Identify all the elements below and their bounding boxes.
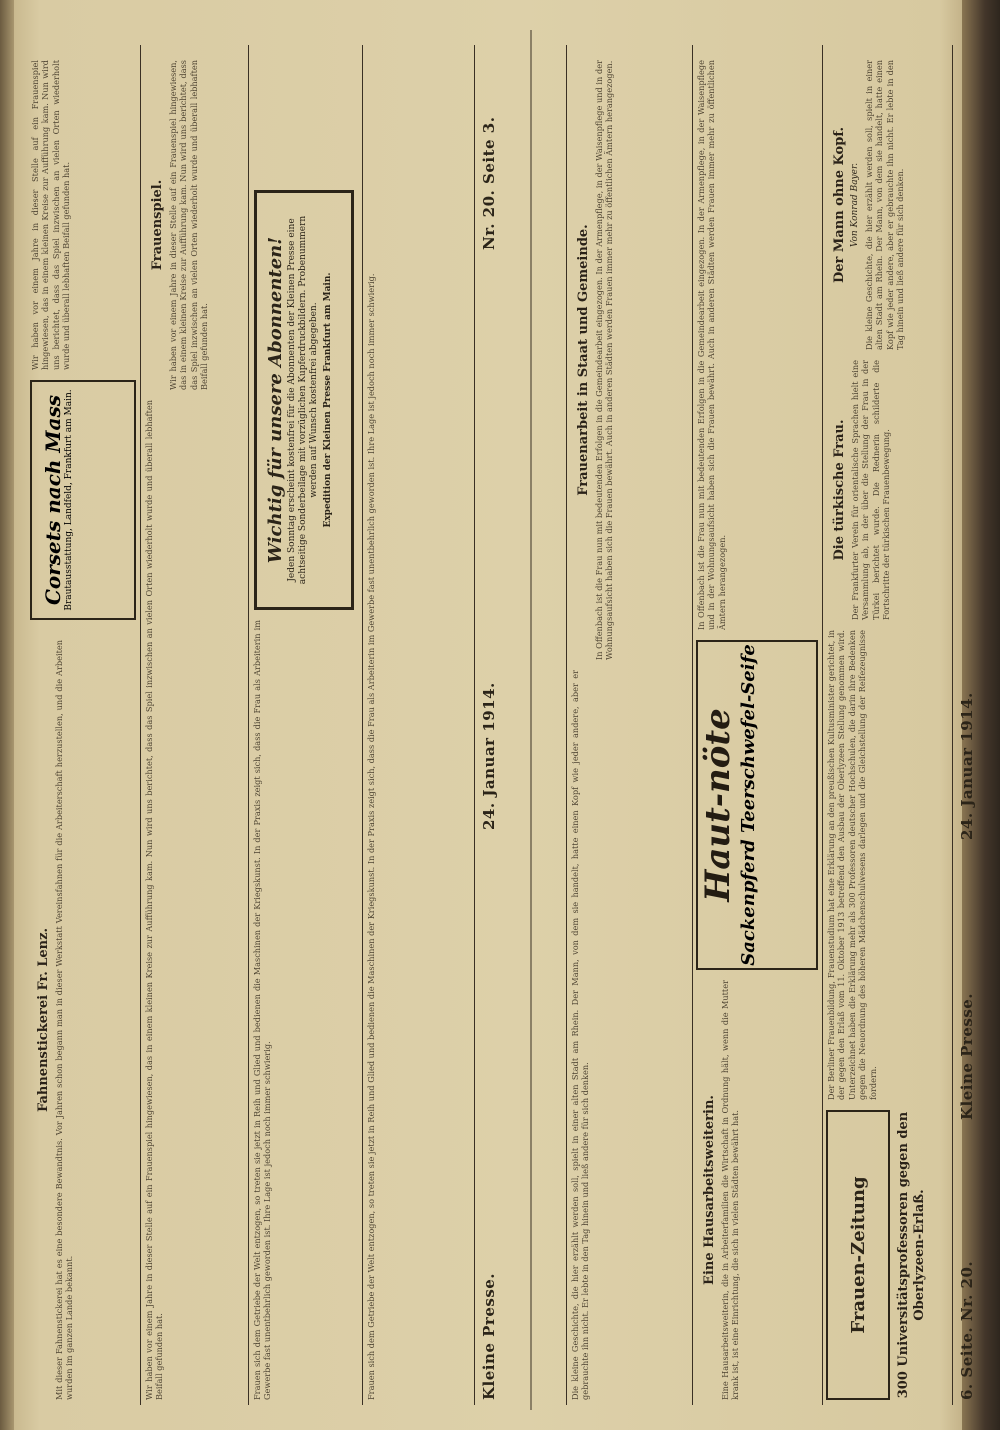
left-page-header-center: Kleine Presse. (958, 992, 976, 1120)
right-column-1-text: Frauen sich dem Getriebe der Welt entzogen, so treten sie jetzt in Reih und Glied und bedienen die Maschinen der Kriegskunst. In der Praxis zeigt sich, dass die Frau als Arbeiterin im Gewerbe fast unentbehrlich geworden ist. Ihre Lage ist jedoch noch immer schwierig. (366, 273, 376, 1400)
article-title-mann-ohne-kopf: Der Mann ohne Kopf. (832, 127, 847, 283)
abonnenten-notice-title: Wichtig für unsere Abonnenten! (265, 236, 286, 564)
article-title-tuerkische-frau: Die türkische Frau. (832, 419, 847, 561)
article-body-mann-ohne-kopf: Die kleine Geschichte, die hier erzählt werden soll, spielt in einer alten Stadt am Rhein. Der Mann, von dem sie handelt, hatte einen Kopf wie jeder andere, aber er gebrauchte ihn nicht. Er lebte in den Tag hinein und ließ andere für sich denken. (864, 60, 906, 350)
article-body-hausarbeit: Eine Hausarbeitsweiterin, die in Arbeiterfamilien die Wirtschaft in Ordnung hält, wenn die Mutter krank ist, ist eine Einrichtung, die sich in vielen Städten bewährt hat. (720, 980, 741, 1400)
right-col-sep-2 (248, 45, 249, 1405)
right-column-4-text: Wir haben vor einem Jahre in dieser Stelle auf ein Frauenspiel hingewiesen, das in einem kleinen Kreise zur Aufführung kam. Nun wird uns berichtet, dass das Spiel inzwischen an vielen Orten wiederholt wurde und überall lebhaften Beifall gefunden hat. (30, 60, 72, 370)
article-title-fahnenstickerei: Fahnenstickerei Fr. Lenz. (36, 927, 51, 1113)
right-column-1 (366, 60, 470, 1400)
left-column-3-text: Die kleine Geschichte, die hier erzählt werden soll, spielt in einer alten Stadt am Rhein. Der Mann, von dem sie handelt, hatte einen Kopf wie jeder andere, aber er gebrauchte ihn nicht. Er lebte in den Tag hinein und ließ andere für sich denken. (570, 670, 591, 1400)
haut-noete-ad-subtitle: Sackenpferd Teerschwefel-Seife (738, 644, 759, 966)
page-gutter (530, 30, 532, 1410)
article-title-professoren: 300 Universitätsprofessoren gegen den Oberlyzeen-Erlaß. (896, 1111, 927, 1399)
right-page-header-center: 24. Januar 1914. (480, 682, 498, 830)
right-header-rule (474, 45, 475, 1405)
right-column-3 (144, 60, 244, 1400)
right-col-sep-1 (362, 45, 363, 1405)
haut-noete-ad-title: Haut-nöte (698, 708, 738, 902)
left-column-3 (570, 60, 688, 1400)
left-column-1 (826, 60, 948, 1400)
article-body-professoren: Der Berliner Frauenbildung, Frauenstudium hat eine Erklärung an den preußischen Kultusminister gerichtet, in der gegen den Erlaß vom 11. Oktober 1913 betreffend den Ausbau der Oberlyzeen Stellung genommen wird. Unterzeichnet haben die Erklärung mehr als 300 Professoren deutscher Hochschulen, die darin ihre Bedenken gegen die Neuordnung des höheren Mädchenschulwesens darlegen und die Gleichstellung der Reifezeugnisse fordern. (826, 630, 878, 1100)
right-column-2-text: Frauen sich dem Getriebe der Welt entzogen, so treten sie jetzt in Reih und Glied und bedienen die Maschinen der Kriegskunst. In der Praxis zeigt sich, dass die Frau als Arbeiterin im Gewerbe fast unentbehrlich geworden ist. Ihre Lage ist jedoch noch immer schwierig. (252, 620, 273, 1400)
left-page-header-right: 24. Januar 1914. (958, 692, 976, 840)
right-column-3-text: Wir haben vor einem Jahre in dieser Stelle auf ein Frauenspiel hingewiesen, das in einem kleinen Kreise zur Aufführung kam. Nun wird uns berichtet, dass das Spiel inzwischen an vielen Orten wiederholt wurde und überall lebhaften Beifall gefunden hat. (144, 400, 165, 1400)
left-header-rule (952, 45, 953, 1405)
left-col-sep-3 (566, 45, 567, 1405)
right-column-4 (30, 60, 136, 1400)
left-col-sep-1 (822, 45, 823, 1405)
frauen-zeitung-logo: Frauen-Zeitung (826, 1110, 890, 1400)
left-page-header-left: 6. Seite. Nr. 20. (958, 1260, 976, 1400)
right-col-sep-3 (140, 45, 141, 1405)
haut-noete-ad (696, 640, 818, 970)
article-title-frauenspiel: Frauenspiel. (150, 179, 165, 271)
article-body-frauenspiel: Wir haben vor einem Jahre in dieser Stelle auf ein Frauenspiel hingewiesen, das in einem kleinen Kreise zur Aufführung kam. Nun wird uns berichtet, dass das Spiel inzwischen an vielen Orten wiederholt wurde und überall lebhaften Beifall gefunden hat. (168, 60, 210, 390)
article-byline-mann-ohne-kopf: Von Konrad Bayer. (850, 162, 860, 248)
left-column-2 (696, 60, 818, 1400)
right-page-header-right: Nr. 20. Seite 3. (480, 116, 498, 250)
article-body-frauenarbeit: In Offenbach ist die Frau nun mit bedeutenden Erfolgen in die Gemeindearbeit eingezogen. In der Armenpflege, in der Waisenpflege und in der Wohnungsaufsicht haben sich die Frauen bewährt. Auch in anderen Städten werden Frauen immer mehr zu öffentlichen Ämtern herangezogen. (594, 60, 615, 660)
corsets-ad (30, 380, 136, 620)
abonnenten-notice-body: Jeden Sonntag erscheint kostenfrei für die Abonnenten der Kleinen Presse eine achtseitige Sonderbeilage mit vorzüglichen Kupferdruckbildern. Probenummern werden auf Wunsch kostenfrei abgegeben. (287, 215, 319, 585)
left-column-2-text: In Offenbach ist die Frau nun mit bedeutenden Erfolgen in die Gemeindearbeit eingezogen. In der Armenpflege, in der Waisenpflege und in der Wohnungsaufsicht haben sich die Frauen bewährt. Auch in anderen Städten werden Frauen immer mehr zu öffentlichen Ämtern herangezogen. (696, 60, 727, 630)
corsets-ad-body: Brautausstattung, Landfeld, Frankfurt am Main. (64, 389, 74, 611)
abonnenten-notice-box (254, 190, 354, 610)
article-title-hausarbeit: Eine Hausarbeitsweiterin. (702, 1095, 717, 1285)
left-col-sep-2 (692, 45, 693, 1405)
article-title-frauenarbeit: Frauenarbeit in Staat und Gemeinde. (576, 224, 591, 496)
article-body-tuerkische-frau: Der Frankfurter Verein für orientalische Sprachen hielt eine Versammlung ab, in der über die Stellung der Frau in der Türkei berichtet wurde. Die Rednerin schilderte die Fortschritte der türkischen Frauenbewegung. (850, 360, 892, 620)
right-page-header-left: Kleine Presse. (480, 1272, 498, 1400)
article-body-fahnenstickerei: Mit dieser Fahnenstickerei hat es eine besondere Bewandtnis. Vor Jahren schon begann man in dieser Werkstatt Vereinsfahnen für die Arbeiterschaft herzustellen, und die Arbeiten wurden im ganzen Lande bekannt. (54, 640, 75, 1400)
abonnenten-notice-footer: Expedition der Kleinen Presse Frankfurt am Main. (323, 272, 333, 528)
right-column-2 (252, 60, 358, 1400)
corsets-ad-title: Corsets nach Mass (41, 394, 65, 606)
